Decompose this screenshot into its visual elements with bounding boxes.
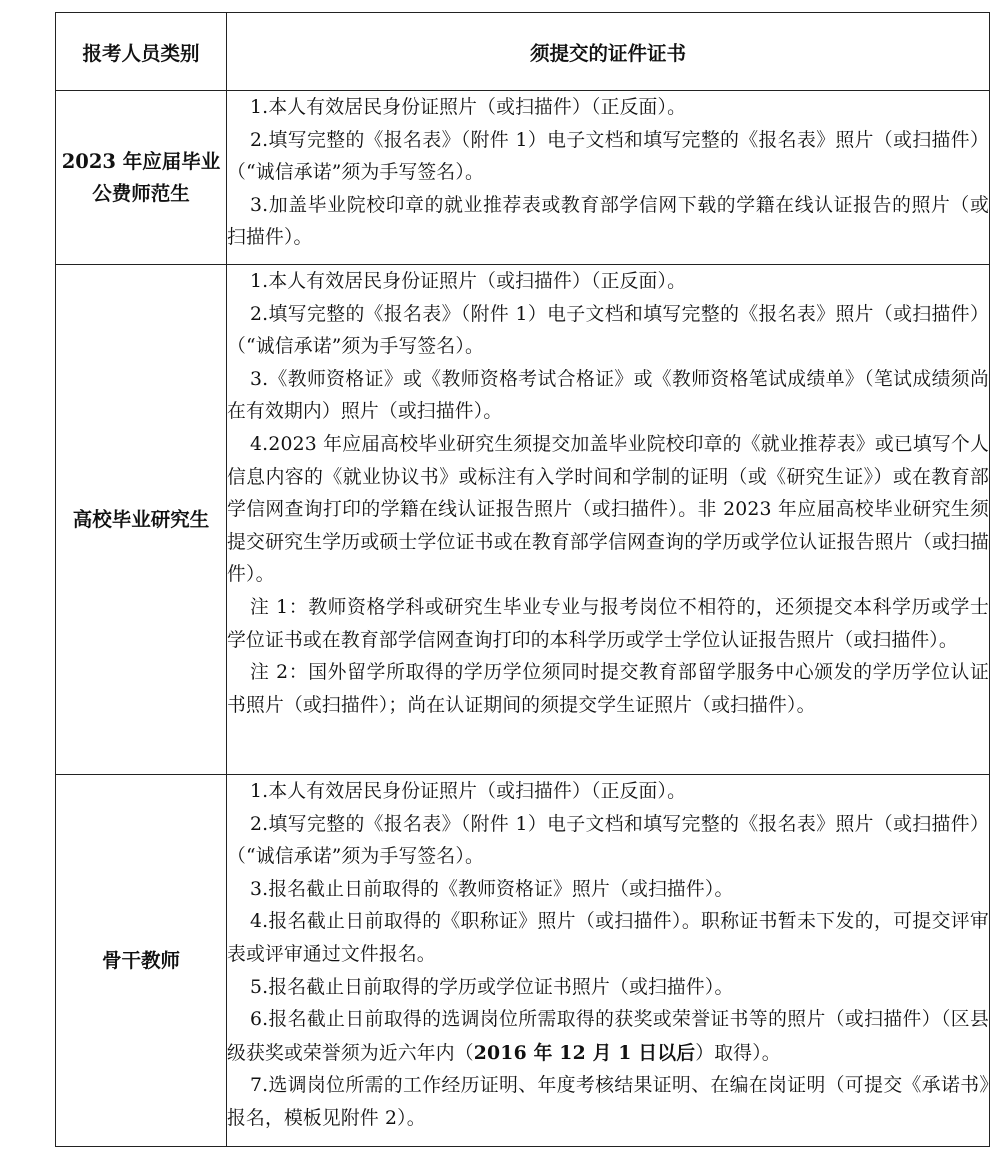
category-line: 公费师范生 xyxy=(92,181,190,205)
note-item: 注 1：教师资格学科或研究生毕业专业与报考岗位不相符的，还须提交本科学历或学士学位证书或在教育部学信网查询打印的本科学历或学士学位认证报告照片（或扫描件）。 xyxy=(227,596,989,651)
documents-cell xyxy=(227,265,990,775)
list-item: 1.本人有效居民身份证照片（或扫描件）（正反面）。 xyxy=(250,97,687,118)
list-item: 1.本人有效居民身份证照片（或扫描件）（正反面）。 xyxy=(250,271,687,292)
category-cell xyxy=(56,775,227,1147)
list-item: 1.本人有效居民身份证照片（或扫描件）（正反面）。 xyxy=(250,781,687,802)
table-row xyxy=(56,265,990,775)
table-header-row xyxy=(56,13,990,91)
item-text: 6.报名截止日前取得的选调岗位所需取得的获奖或荣誉证书等的照片（或扫描件）（区县级获奖或荣誉须为近六年内（ xyxy=(227,1009,989,1064)
list-item: 5.报名截止日前取得的学历或学位证书照片（或扫描件）。 xyxy=(250,976,734,998)
list-item: 2.填写完整的《报名表》（附件 1）电子文档和填写完整的《报名表》照片（或扫描件）（“诚信承诺”须为手写签名）。 xyxy=(227,129,989,184)
list-item: 2.填写完整的《报名表》（附件 1）电子文档和填写完整的《报名表》照片（或扫描件）（“诚信承诺”须为手写签名）。 xyxy=(227,303,989,358)
list-item: 3.报名截止日前取得的《教师资格证》照片（或扫描件）。 xyxy=(250,878,734,900)
category-cell xyxy=(56,265,227,775)
documents-cell xyxy=(227,775,990,1147)
list-item xyxy=(227,1004,989,1070)
category-line: 高校毕业研究生 xyxy=(72,507,210,531)
header-documents: 须提交的证件证书 xyxy=(227,13,990,91)
list-item: 2.填写完整的《报名表》（附件 1）电子文档和填写完整的《报名表》照片（或扫描件）（“诚信承诺”须为手写签名）。 xyxy=(227,813,989,868)
list-item: 4.报名截止日前取得的《职称证》照片（或扫描件）。职称证书暂未下发的，可提交评审表或评审通过文件报名。 xyxy=(227,911,989,965)
list-item: 3.加盖毕业院校印章的就业推荐表或教育部学信网下载的学籍在线认证报告的照片（或扫描件）。 xyxy=(227,194,989,249)
date-emphasis: 2016 年 12 月 1 日以后 xyxy=(473,1041,696,1064)
category-line: 2023 年应届毕业 xyxy=(61,149,221,173)
documents-cell xyxy=(227,91,990,265)
requirements-table xyxy=(55,12,990,1147)
table-row xyxy=(56,775,990,1147)
list-item: 7.选调岗位所需的工作经历证明、年度考核结果证明、在编在岗证明（可提交《承诺书》报名，模板见附件 2）。 xyxy=(227,1075,989,1129)
item-text: ）取得）。 xyxy=(695,1042,781,1064)
table-row xyxy=(56,91,990,265)
note-item: 注 2：国外留学所取得的学历学位须同时提交教育部留学服务中心颁发的学历学位认证书照片（或扫描件）；尚在认证期间的须提交学生证照片（或扫描件）。 xyxy=(227,662,989,716)
category-line: 骨干教师 xyxy=(101,948,180,972)
category-cell xyxy=(56,91,227,265)
list-item: 4.2023 年应届高校毕业研究生须提交加盖毕业院校印章的《就业推荐表》或已填写个人信息内容的《就业协议书》或标注有入学时间和学制的证明（或《研究生证》）或在教育部学信网查询打印的学籍在线认证报告照片（或扫描件）。非 2023 年应届高校毕业研究生须提交研究生学历或硕士学位证书或在教育部学信网查询的学历或学位认证报告照片（或扫描件）。 xyxy=(227,433,989,586)
header-category: 报考人员类别 xyxy=(56,13,227,91)
list-item: 3.《教师资格证》或《教师资格考试合格证》或《教师资格笔试成绩单》（笔试成绩须尚在有效期内）照片（或扫描件）。 xyxy=(227,368,989,423)
